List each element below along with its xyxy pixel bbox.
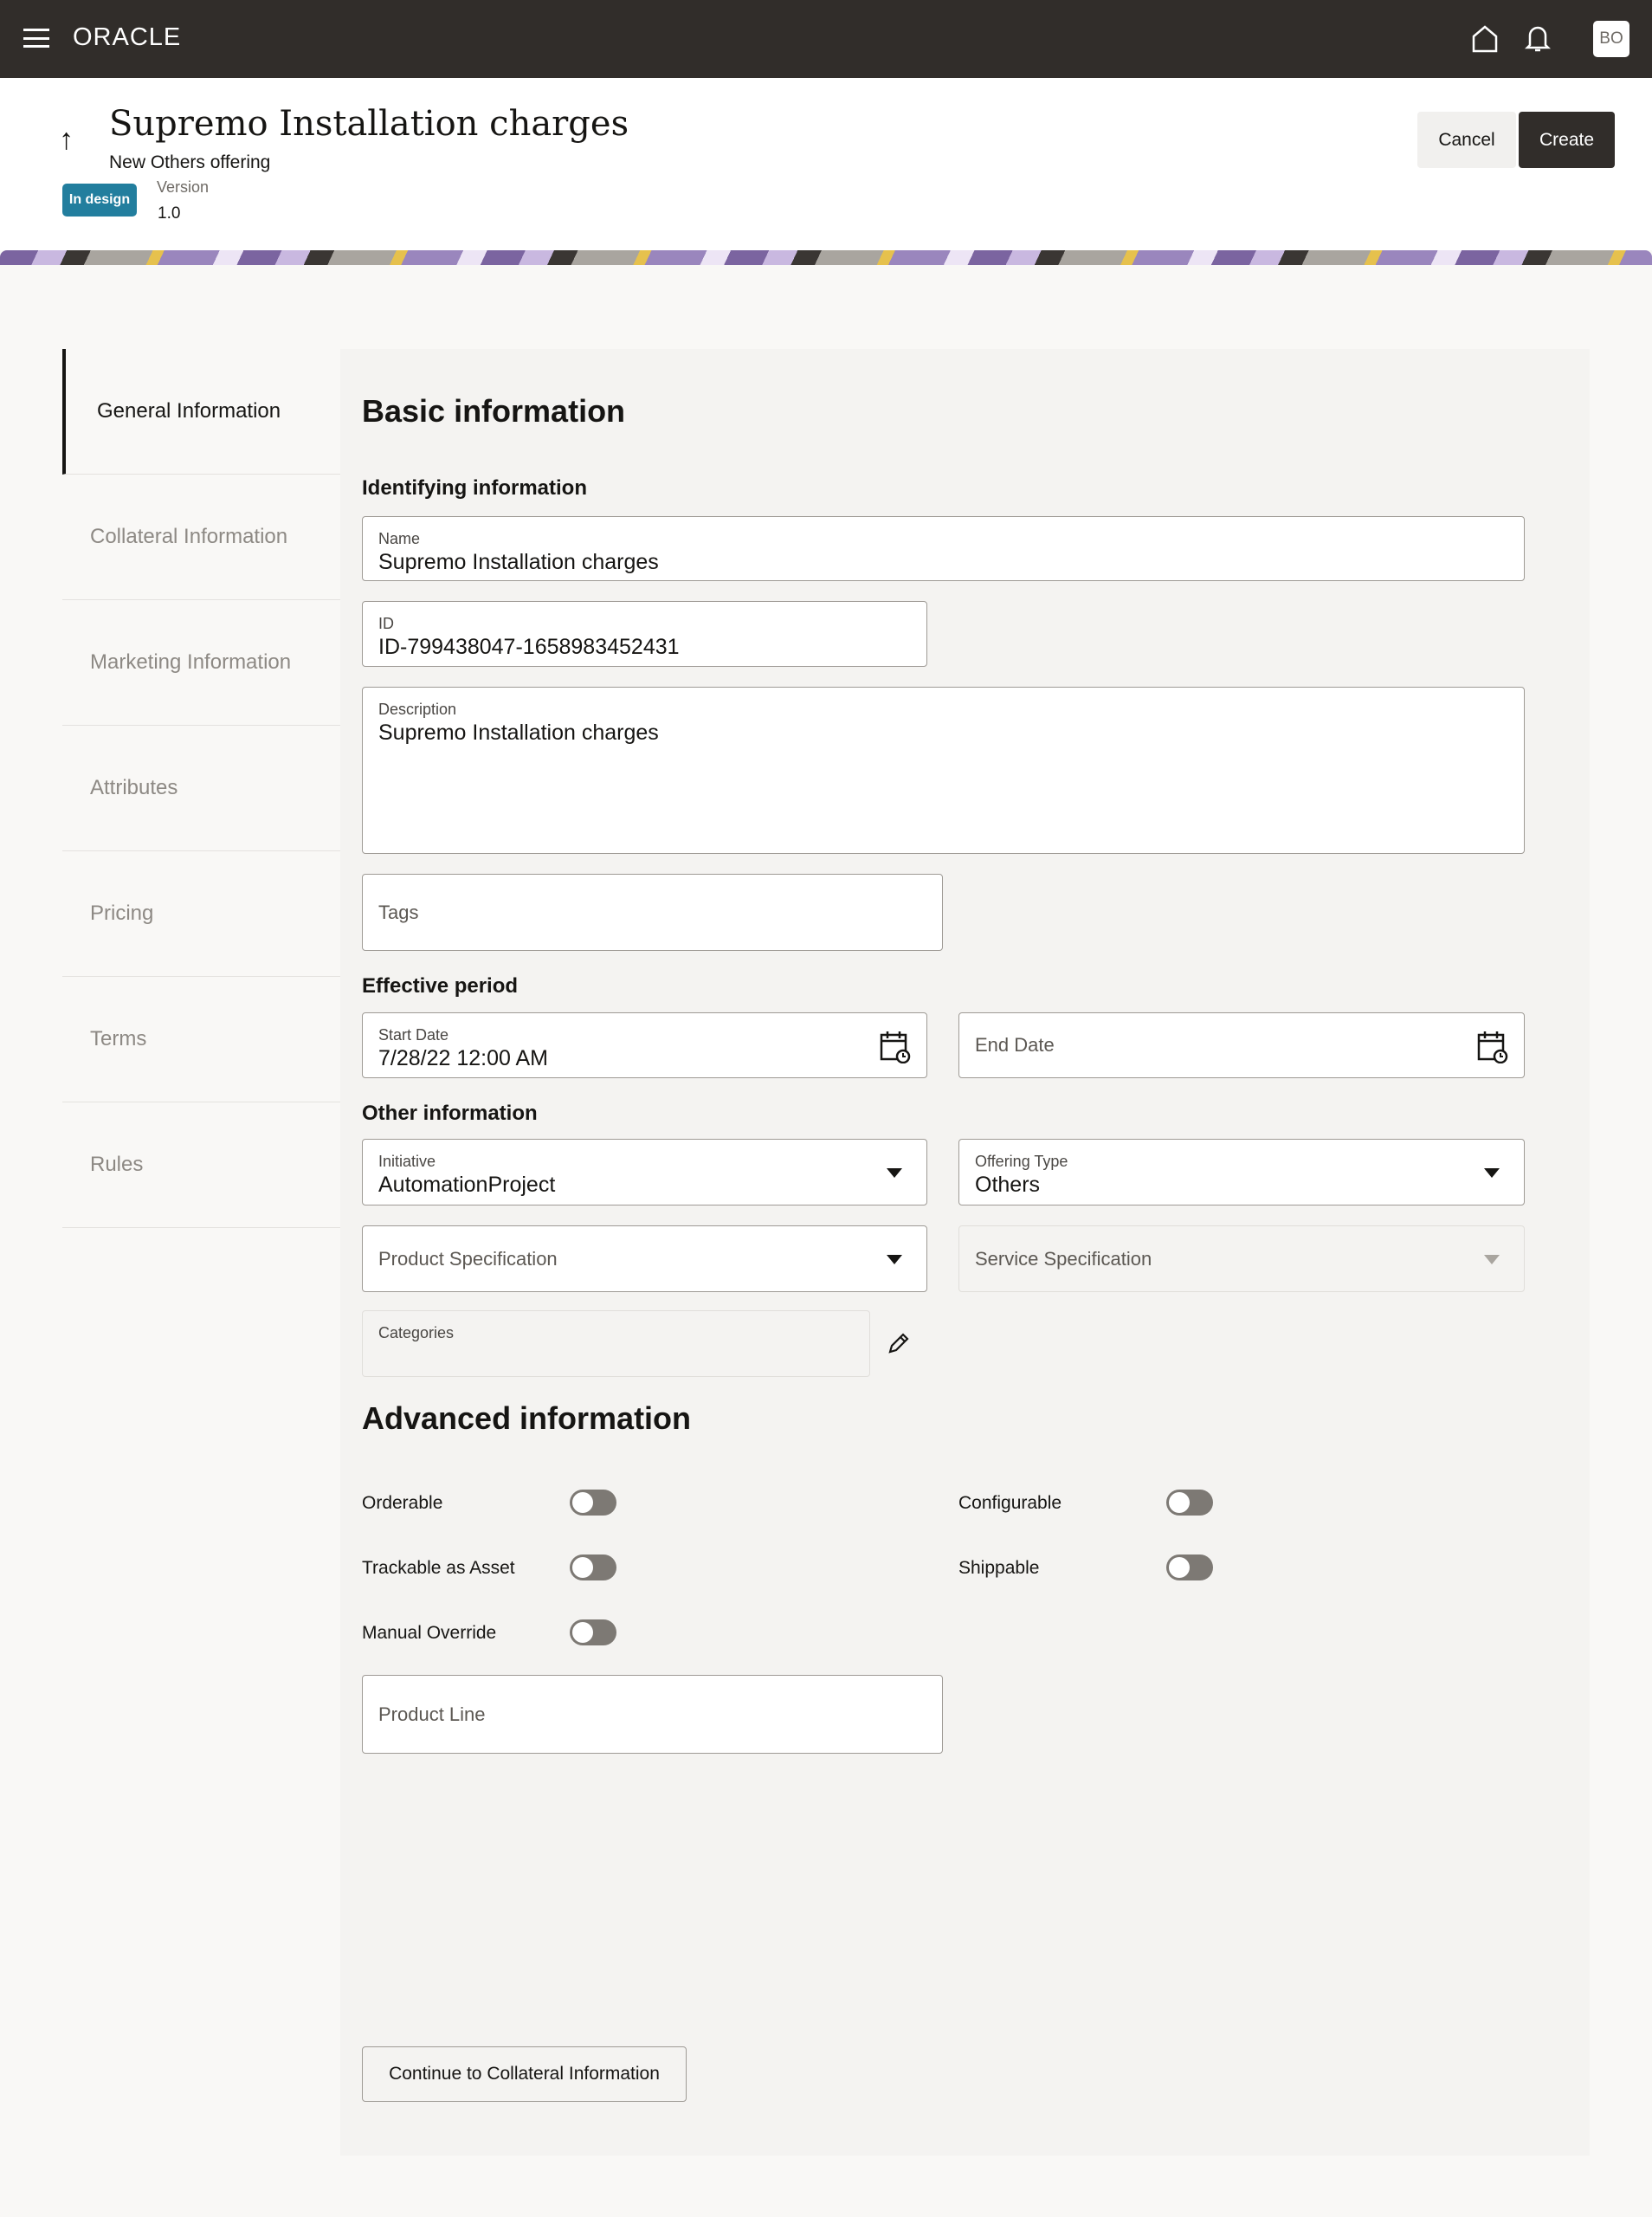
calendar-icon[interactable] xyxy=(1477,1031,1508,1063)
status-badge: In design xyxy=(62,184,137,217)
description-label: Description xyxy=(378,701,457,718)
sidebar-item-rules[interactable]: Rules xyxy=(62,1102,340,1228)
back-arrow-icon[interactable]: ↑ xyxy=(59,123,74,156)
service-specification-placeholder: Service Specification xyxy=(975,1247,1152,1270)
id-field[interactable] xyxy=(362,601,927,667)
sidebar-item-collateral-information[interactable]: Collateral Information xyxy=(62,475,340,600)
page-header xyxy=(0,78,1652,250)
version-value: 1.0 xyxy=(158,204,181,223)
chevron-down-icon xyxy=(887,1168,902,1178)
description-field[interactable] xyxy=(362,687,1525,854)
chevron-down-icon xyxy=(1484,1255,1500,1264)
trackable-as-asset-toggle[interactable] xyxy=(570,1554,616,1580)
initiative-label: Initiative xyxy=(378,1153,436,1170)
cancel-button[interactable]: Cancel xyxy=(1417,112,1516,168)
offering-type-label: Offering Type xyxy=(975,1153,1068,1170)
pencil-icon[interactable] xyxy=(887,1331,911,1355)
version-label: Version xyxy=(157,178,210,196)
other-information-heading: Other information xyxy=(362,1102,538,1125)
calendar-icon[interactable] xyxy=(880,1031,911,1063)
orderable-toggle[interactable] xyxy=(570,1490,616,1516)
offering-type-value: Others xyxy=(975,1173,1041,1197)
avatar[interactable]: BO xyxy=(1593,21,1629,57)
name-label: Name xyxy=(378,530,421,547)
tags-field[interactable] xyxy=(362,874,943,951)
advanced-information-heading: Advanced information xyxy=(362,1400,692,1436)
start-date-field[interactable] xyxy=(362,1012,927,1078)
orderable-label: Orderable xyxy=(362,1493,443,1513)
description-value: Supremo Installation charges xyxy=(378,721,659,745)
continue-button[interactable]: Continue to Collateral Information xyxy=(362,2046,687,2102)
product-line-field[interactable] xyxy=(362,1675,943,1754)
product-line-placeholder: Product Line xyxy=(378,1703,486,1725)
categories-label: Categories xyxy=(378,1324,455,1341)
id-label: ID xyxy=(378,615,394,632)
chevron-down-icon xyxy=(887,1255,902,1264)
initiative-value: AutomationProject xyxy=(378,1173,556,1197)
home-icon[interactable] xyxy=(1471,24,1499,54)
shippable-label: Shippable xyxy=(958,1558,1040,1578)
categories-field xyxy=(362,1310,870,1377)
oracle-logo: ORACLE xyxy=(73,23,182,51)
tags-placeholder: Tags xyxy=(378,901,419,923)
page-subtitle: New Others offering xyxy=(109,152,271,172)
start-date-label: Start Date xyxy=(378,1026,449,1044)
manual-override-toggle[interactable] xyxy=(570,1619,616,1645)
sidebar-item-pricing[interactable]: Pricing xyxy=(62,851,340,977)
shippable-toggle[interactable] xyxy=(1166,1554,1213,1580)
sidebar-item-marketing-information[interactable]: Marketing Information xyxy=(62,600,340,726)
product-specification-select[interactable] xyxy=(362,1225,927,1292)
decorative-banner xyxy=(0,250,1652,265)
service-specification-select xyxy=(958,1225,1525,1292)
configurable-toggle[interactable] xyxy=(1166,1490,1213,1516)
name-value: Supremo Installation charges xyxy=(378,550,659,574)
product-specification-placeholder: Product Specification xyxy=(378,1247,558,1270)
initiative-select[interactable] xyxy=(362,1139,927,1205)
menu-icon[interactable] xyxy=(23,29,49,48)
end-date-placeholder: End Date xyxy=(975,1034,1055,1056)
offering-type-select[interactable] xyxy=(958,1139,1525,1205)
basic-information-heading: Basic information xyxy=(362,393,626,429)
trackable-as-asset-label: Trackable as Asset xyxy=(362,1558,515,1578)
sidebar-item-terms[interactable]: Terms xyxy=(62,977,340,1102)
name-field[interactable] xyxy=(362,516,1525,581)
bell-icon[interactable] xyxy=(1525,23,1551,53)
page-title: Supremo Installation charges xyxy=(109,104,629,144)
top-bar xyxy=(0,0,1652,78)
id-value: ID-799438047-1658983452431 xyxy=(378,635,680,659)
configurable-label: Configurable xyxy=(958,1493,1062,1513)
identifying-information-heading: Identifying information xyxy=(362,476,587,500)
effective-period-heading: Effective period xyxy=(362,974,519,998)
sidebar-item-attributes[interactable]: Attributes xyxy=(62,726,340,851)
create-button[interactable]: Create xyxy=(1519,112,1615,168)
sidebar-item-general-information[interactable]: General Information xyxy=(62,349,340,475)
chevron-down-icon xyxy=(1484,1168,1500,1178)
end-date-field[interactable] xyxy=(958,1012,1525,1078)
manual-override-label: Manual Override xyxy=(362,1623,497,1643)
start-date-value: 7/28/22 12:00 AM xyxy=(378,1046,548,1070)
